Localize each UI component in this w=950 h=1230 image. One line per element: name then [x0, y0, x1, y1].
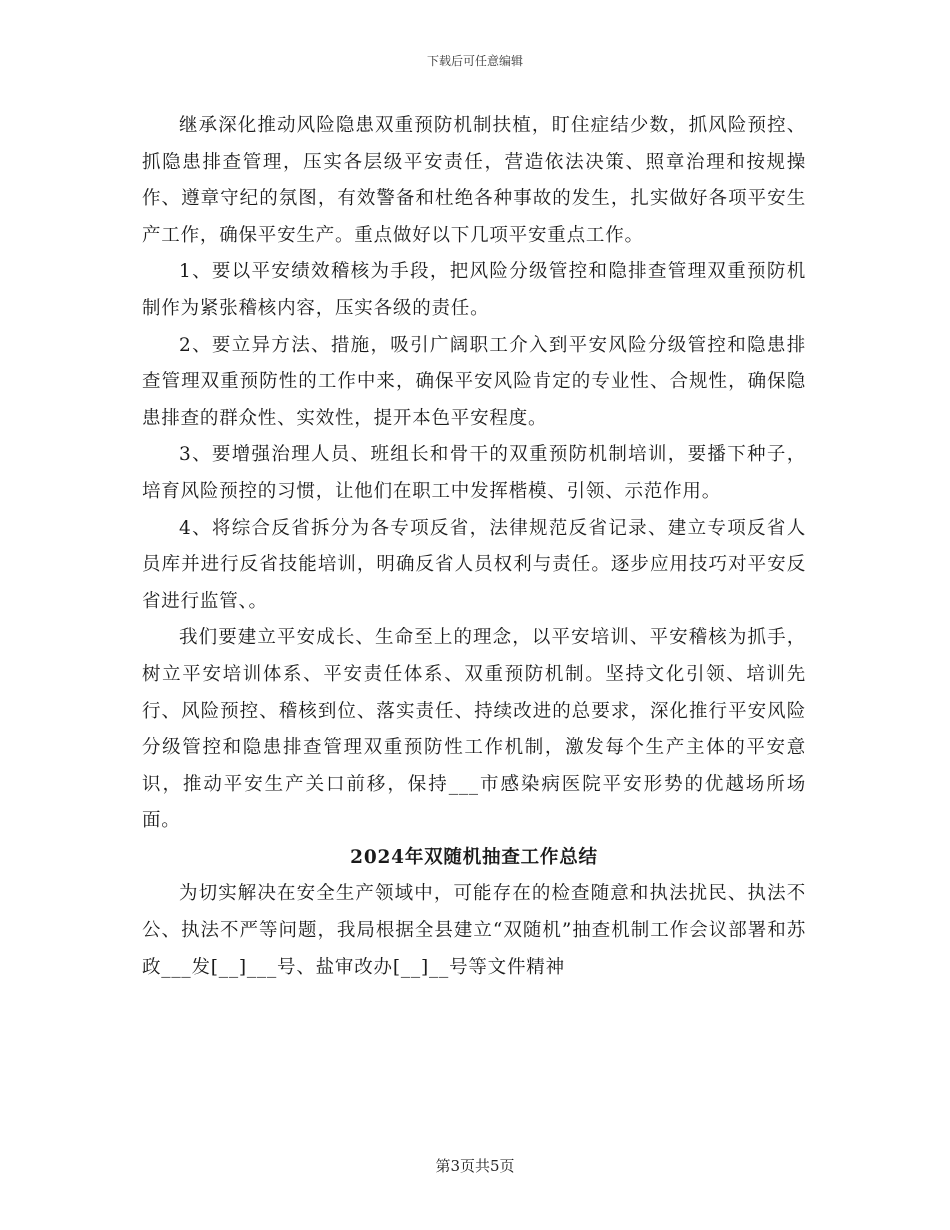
- page-header-note: 下载后可任意编辑: [426, 54, 523, 68]
- paragraph-item-4: 4、将综合反省拆分为各专项反省，法律规范反省记录、建立专项反省人员库并进行反省技能培训，明确反省人员权利与责任。逐步应用技巧对平安反省进行监管、。: [142, 517, 806, 612]
- paragraph-conclusion: 我们要建立平安成长、生命至上的理念，以平安培训、平安稽核为抓手，树立平安培训体系、平安责任体系、双重预防机制。坚持文化引领、培训先行、风险预控、稽核到位、落实责任、持续改进的总要求，深化推行平安风险分级管控和隐患排查管理双重预防性工作机制，激发每个生产主体的平安意识，推动平安生产关口前移，保持___市感染病医院平安形势的优越场所场面。: [142, 627, 806, 832]
- paragraph-item-3: 3、要增强治理人员、班组长和骨干的双重预防机制培训，要播下种子，培育风险预控的习惯，让他们在职工中发挥楷模、引领、示范作用。: [142, 444, 806, 502]
- paragraph-item-1: 1、要以平安绩效稽核为手段，把风险分级管控和隐排查管理双重预防机制作为紧张稽核内容，压实各级的责任。: [142, 261, 806, 319]
- page-number: 第3页共5页: [435, 1157, 515, 1175]
- section-title: 2024年双随机抽查工作总结: [350, 846, 598, 868]
- paragraph-intro: 继承深化推动风险隐患双重预防机制扶植，盯住症结少数，抓风险预控、抓隐患排查管理，压实各层级平安责任，营造依法决策、照章治理和按规操作、遵章守纪的氛图，有效警备和杜绝各种事故的发生，扎实做好各项平安生产工作，确保平安生产。重点做好以下几项平安重点工作。: [142, 115, 806, 246]
- paragraph-item-2: 2、要立异方法、措施，吸引广阔职工介入到平安风险分级管控和隐患排查管理双重预防性的工作中来，确保平安风险肯定的专业性、合规性，确保隐患排查的群众性、实效性，提开本色平安程度。: [142, 334, 806, 429]
- document-body: [142, 108, 806, 986]
- section-paragraph: 为切实解决在安全生产领域中，可能存在的检查随意和执法扰民、执法不公、执法不严等问题，我局根据全县建立“双随机”抽查机制工作会议部署和苏政___发[__]___号、盐审改办[__]__号等文件精神: [142, 883, 806, 978]
